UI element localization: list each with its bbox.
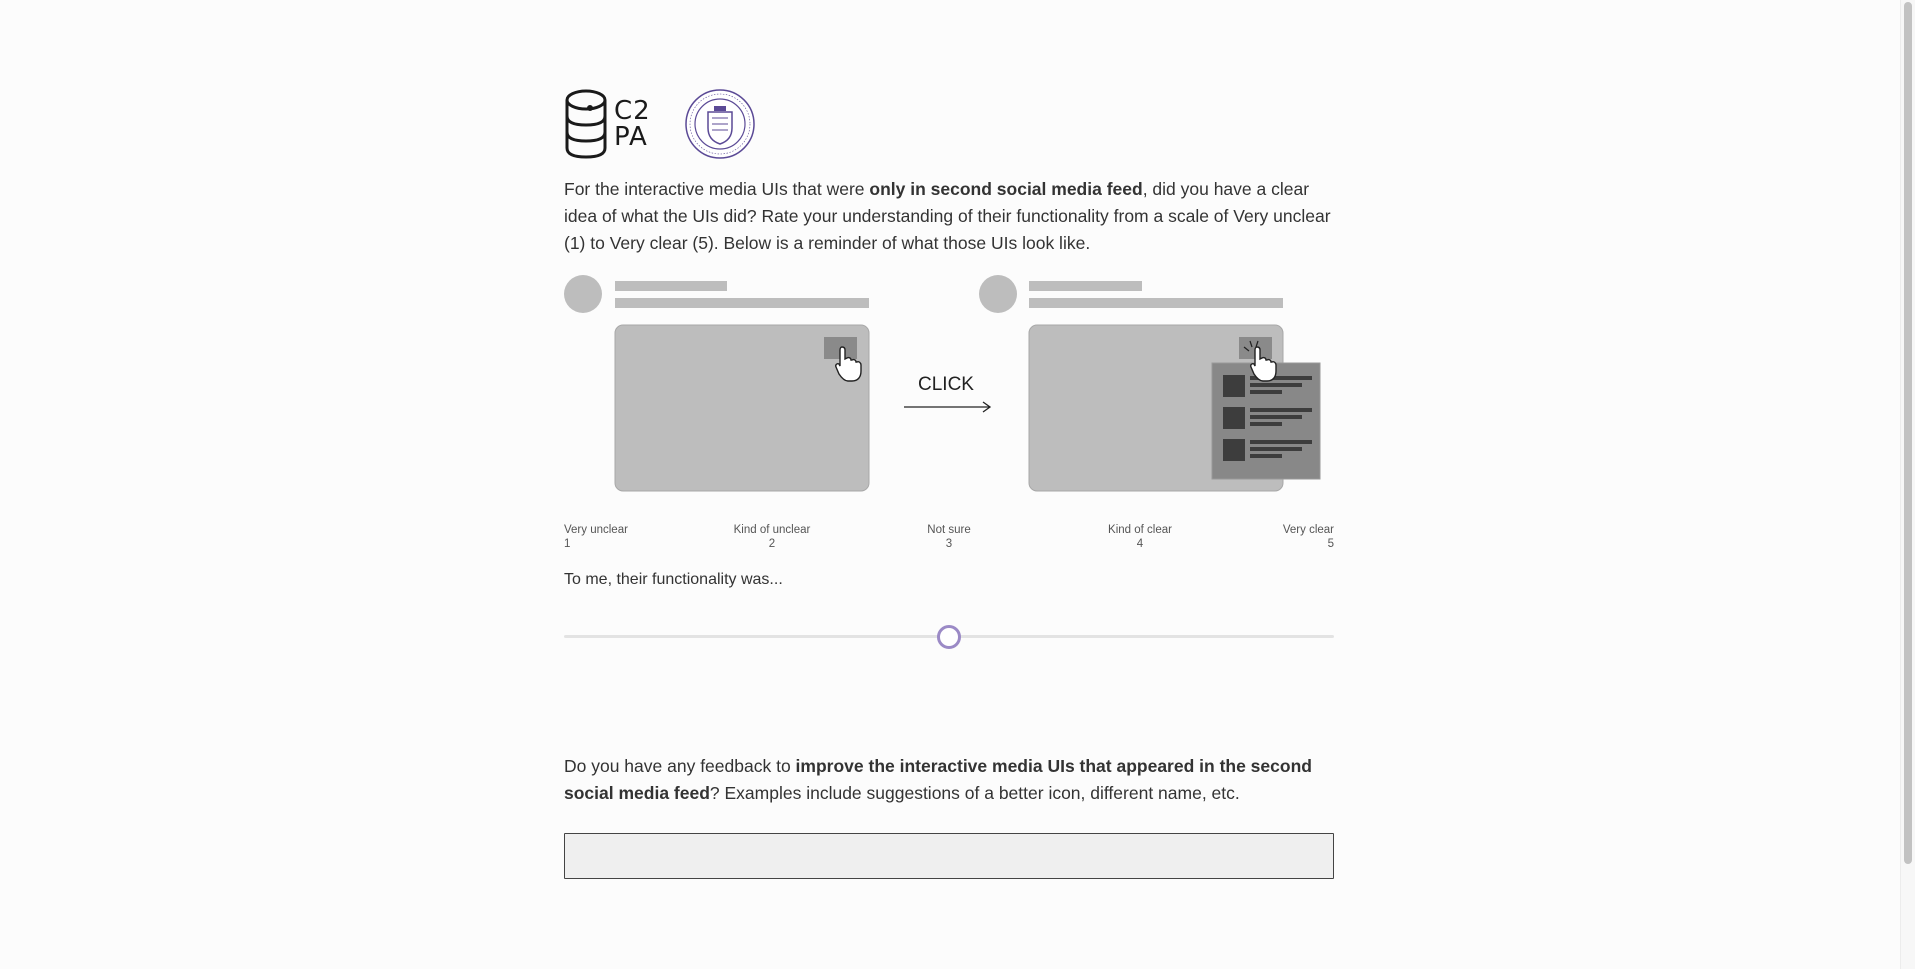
- slider-prompt: To me, their functionality was...: [564, 571, 783, 588]
- scale-label-5-num: 5: [1327, 538, 1334, 550]
- c2pa-wordmark: [614, 98, 651, 150]
- ui-reminder-illustration: [564, 275, 1334, 523]
- scale-label-2-num: 2: [768, 538, 776, 550]
- feedback-input[interactable]: [564, 833, 1334, 879]
- scale-label-2-text: Kind of unclear: [733, 524, 811, 536]
- c2pa-logo: [564, 88, 651, 160]
- scale-label-2: [712, 523, 832, 551]
- question-1-text: [564, 176, 1334, 257]
- scrollbar-thumb[interactable]: [1904, 2, 1912, 864]
- survey-content: [564, 86, 1334, 879]
- scale-label-3-text: Not sure: [927, 524, 971, 536]
- scale-label-1-text: Very unclear: [564, 524, 628, 536]
- c2pa-wordmark-line2: PA: [614, 122, 648, 152]
- right-caption-placeholder: [1029, 298, 1283, 308]
- scale-label-1: [564, 523, 628, 551]
- scale-label-3-num: 3: [945, 538, 953, 550]
- click-label: CLICK: [918, 374, 974, 395]
- left-name-placeholder: [615, 281, 727, 291]
- slider-thumb[interactable]: [937, 625, 961, 649]
- scrollbar-track[interactable]: [1900, 0, 1915, 969]
- university-seal-icon: [684, 88, 756, 160]
- scale-label-3: [889, 523, 1009, 551]
- question-1-bold: only in second social media feed: [869, 179, 1143, 199]
- rating-slider[interactable]: [564, 621, 1334, 651]
- scale-label-4-text: Kind of clear: [1108, 524, 1172, 536]
- question-2-text: [564, 753, 1334, 807]
- c2pa-wordmark-line1: C2: [614, 96, 651, 126]
- left-caption-placeholder: [615, 298, 869, 308]
- question-1-pre: For the interactive media UIs that were: [564, 179, 870, 199]
- question-2-pre: Do you have any feedback to: [564, 756, 796, 776]
- left-avatar-placeholder: [564, 275, 602, 313]
- scale-label-5: [1283, 523, 1334, 551]
- scale-label-4: [1080, 523, 1200, 551]
- question-2-post: ? Examples include suggestions of a better icon, different name, etc.: [709, 783, 1240, 803]
- scale-labels: [564, 523, 1334, 553]
- right-name-placeholder: [1029, 281, 1142, 291]
- c2pa-stack-icon: [564, 88, 608, 160]
- scale-label-4-num: 4: [1136, 538, 1144, 550]
- question-2-bold: improve the interactive media UIs that appeared in the second social media feed: [564, 756, 1312, 803]
- scale-label-1-num: 1: [564, 538, 571, 550]
- logo-row: [564, 86, 1334, 162]
- question-1-post: , did you have a clear idea of what the UIs did? Rate your understanding of their functionality from a scale of Very unclear (1) to Very clear (5). Below is a reminder of what those UIs look like.: [564, 179, 1331, 253]
- right-avatar-placeholder: [979, 275, 1017, 313]
- scale-label-5-text: Very clear: [1282, 524, 1334, 536]
